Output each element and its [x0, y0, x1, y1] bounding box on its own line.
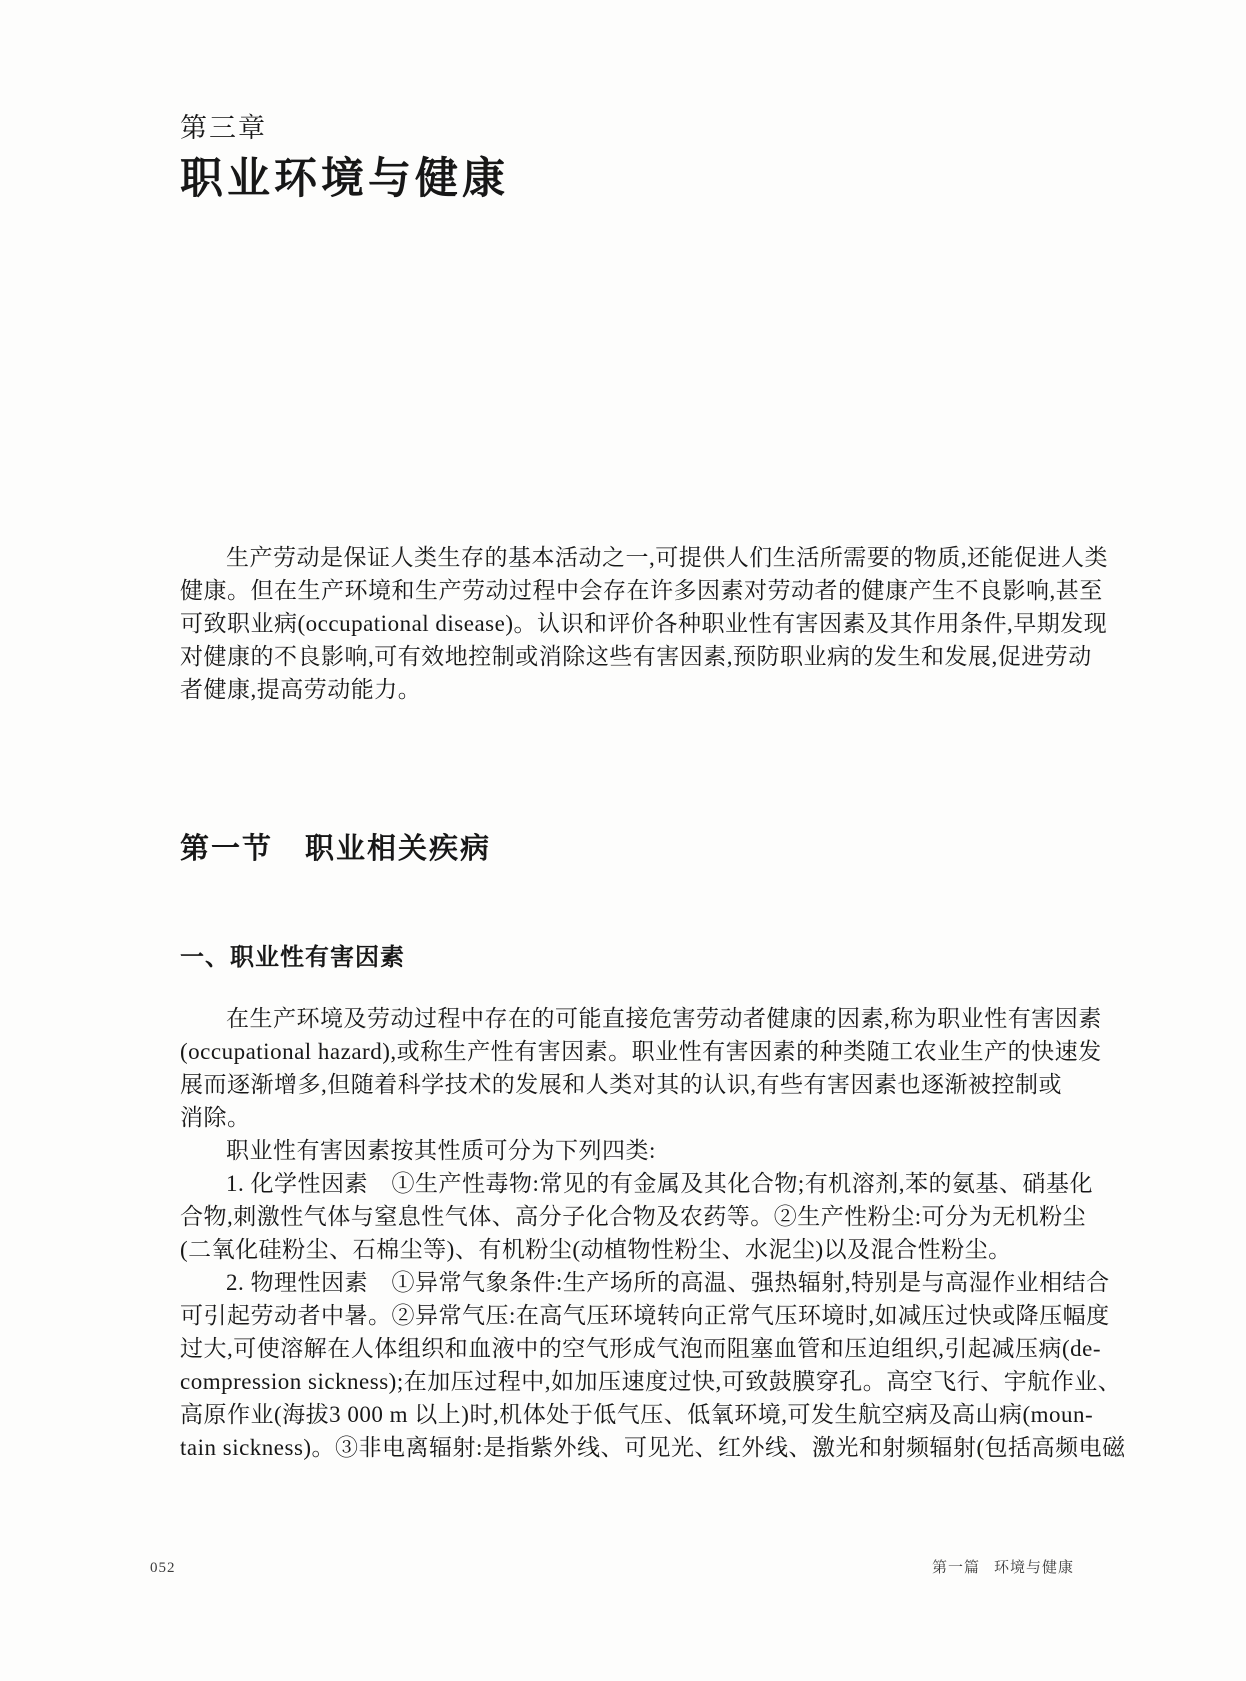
- text-line: 对健康的不良影响,可有效地控制或消除这些有害因素,预防职业病的发生和发展,促进劳动: [180, 644, 1092, 669]
- chapter-title: 职业环境与健康: [180, 155, 509, 203]
- page-footer: [150, 1556, 1074, 1577]
- body-text-block: [180, 1002, 1126, 1464]
- intro-paragraph: [180, 541, 1108, 706]
- text-line: 1. 化学性因素 ①生产性毒物:常见的有金属及其化合物;有机溶剂,苯的氨基、硝基化: [226, 1171, 1094, 1196]
- text-line: 2. 物理性因素 ①异常气象条件:生产场所的高温、强热辐射,特别是与高湿作业相结合: [226, 1270, 1110, 1295]
- part-title: 环境与健康: [993, 1560, 1074, 1576]
- part-number: 第一篇: [931, 1560, 980, 1576]
- chapter-heading-block: [180, 112, 509, 203]
- subsection-heading: 一、职业性有害因素: [180, 944, 405, 971]
- text-line: 健康。但在生产环境和生产劳动过程中会存在许多因素对劳动者的健康产生不良影响,甚至: [180, 578, 1103, 603]
- section-heading: [180, 826, 491, 867]
- body-paragraph: [180, 1167, 1094, 1266]
- text-line: 过大,可使溶解在人体组织和血液中的空气形成气泡而阻塞血管和压迫组织,引起减压病(de-: [180, 1336, 1102, 1361]
- section-title: 职业相关疾病: [305, 833, 492, 865]
- body-paragraph: [180, 1002, 1102, 1134]
- text-line: (二氧化硅粉尘、石棉尘等)、有机粉尘(动植物性粉尘、水泥尘)以及混合性粉尘。: [180, 1237, 1012, 1262]
- text-line: 生产劳动是保证人类生存的基本活动之一,可提供人们生活所需要的物质,还能促进人类: [226, 545, 1108, 570]
- text-line: tain sickness)。③非电离辐射:是指紫外线、可见光、红外线、激光和射频辐射(包括高频电磁: [180, 1435, 1126, 1460]
- section-number: 第一节: [180, 833, 274, 865]
- text-line: 消除。: [180, 1105, 251, 1130]
- text-line: 可引起劳动者中暑。②异常气压:在高气压环境转向正常气压环境时,如减压过快或降压幅度: [180, 1303, 1110, 1328]
- text-line: 展而逐渐增多,但随着科学技术的发展和人类对其的认识,有些有害因素也逐渐被控制或: [180, 1072, 1062, 1097]
- text-line: compression sickness);在加压过程中,如加压速度过快,可致鼓膜穿孔。高空飞行、宇航作业、: [180, 1369, 1122, 1394]
- running-title: [932, 1556, 1074, 1577]
- text-line: 高原作业(海拔3 000 m 以上)时,机体处于低气压、低氧环境,可发生航空病及高山病(moun-: [180, 1402, 1094, 1427]
- text-line: 合物,刺激性气体与窒息性气体、高分子化合物及农药等。②生产性粉尘:可分为无机粉尘: [180, 1204, 1087, 1229]
- page-number: 052: [150, 1560, 176, 1576]
- text-line: 在生产环境及劳动过程中存在的可能直接危害劳动者健康的因素,称为职业性有害因素: [226, 1006, 1102, 1031]
- text-line: 职业性有害因素按其性质可分为下列四类:: [226, 1138, 656, 1163]
- chapter-number: 第三章: [180, 113, 267, 143]
- body-paragraph: [180, 1134, 1074, 1167]
- body-paragraph: [180, 1266, 1126, 1464]
- text-line: 可致职业病(occupational disease)。认识和评价各种职业性有害因素及其作用条件,早期发现: [180, 611, 1108, 636]
- text-line: 者健康,提高劳动能力。: [180, 677, 422, 702]
- text-line: (occupational hazard),或称生产性有害因素。职业性有害因素的种类随工农业生产的快速发: [180, 1039, 1102, 1064]
